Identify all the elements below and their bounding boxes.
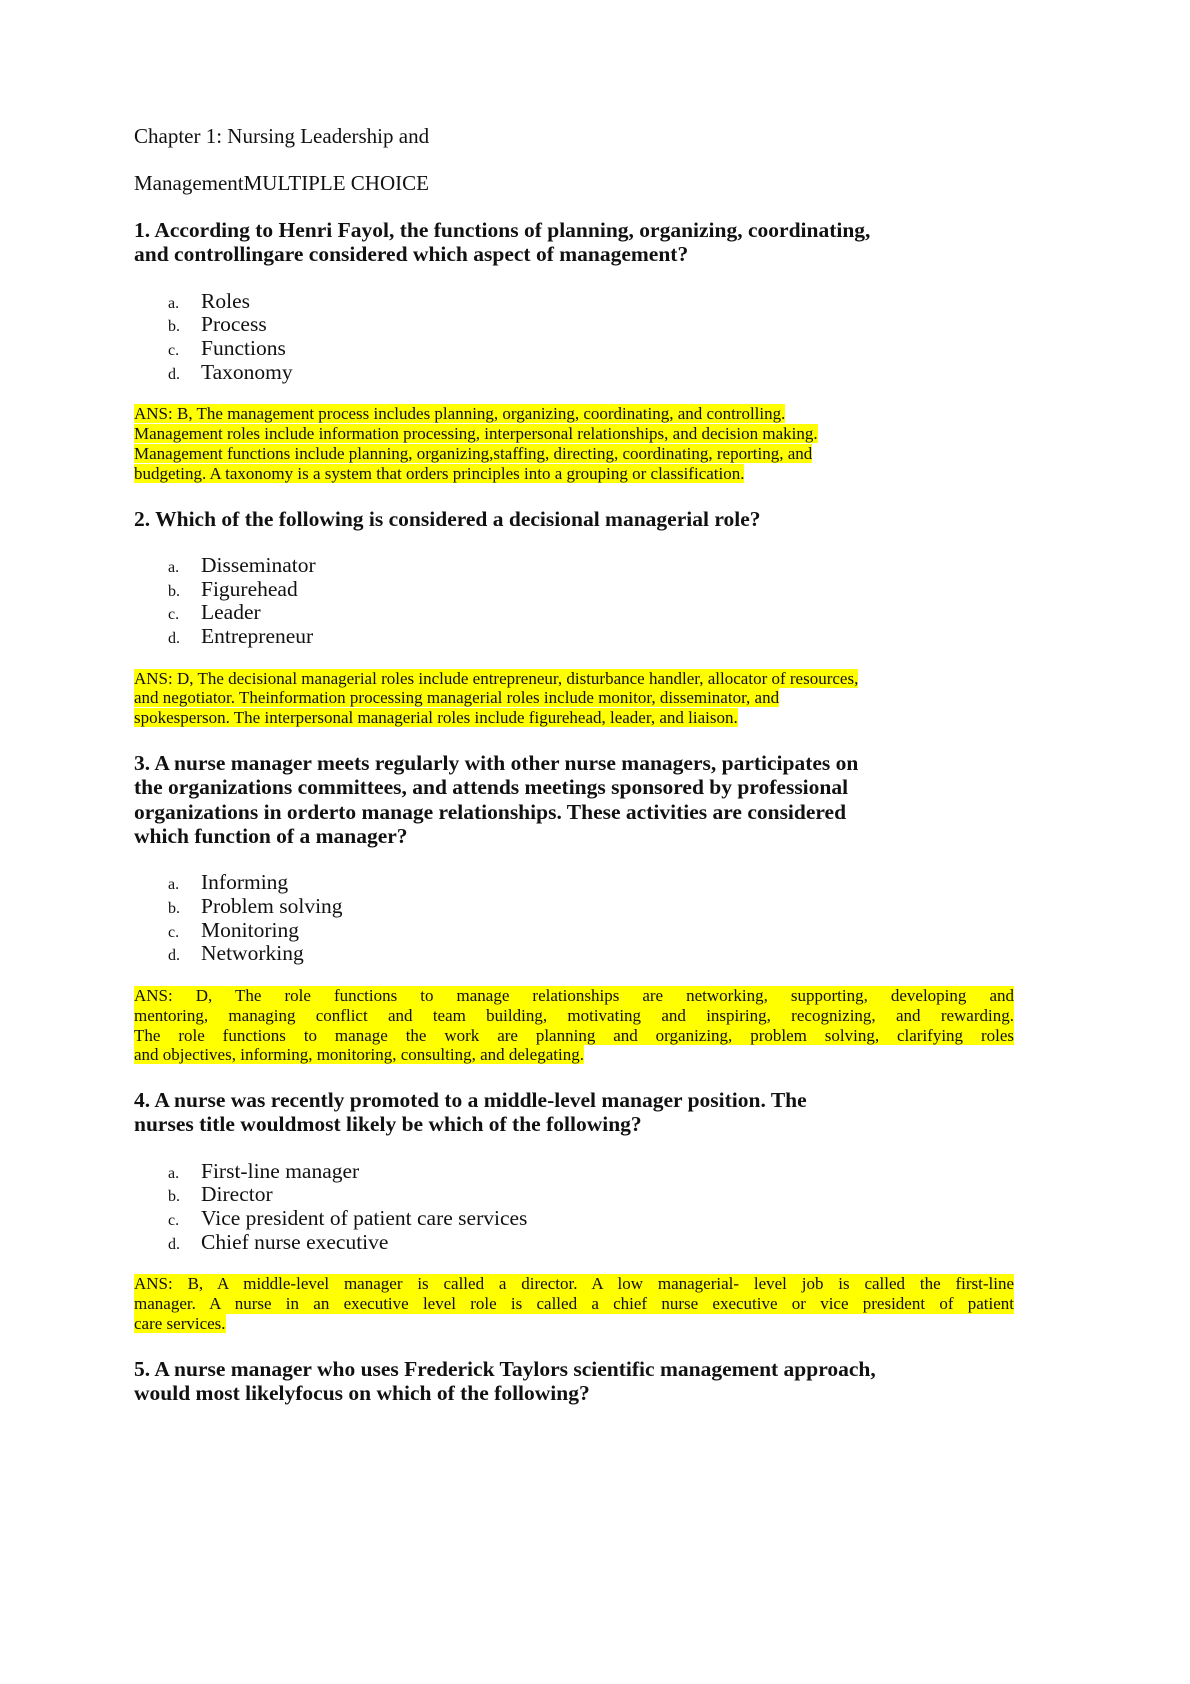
option-letter: a. xyxy=(168,294,180,312)
answer-explanation xyxy=(134,986,1014,1065)
option-list xyxy=(134,553,1014,648)
option-letter: a. xyxy=(168,558,180,576)
highlighted-text: and objectives, informing, monitoring, consulting, and delegating. xyxy=(134,1045,584,1065)
option-letter: b. xyxy=(168,582,180,600)
option-text: Leader xyxy=(201,600,261,625)
highlighted-text: ANS: B, The management process includes planning, organizing, coordinating, and controlling. xyxy=(134,404,786,424)
answer-line xyxy=(134,986,1014,1006)
answer-line xyxy=(134,708,1014,728)
option-text: Informing xyxy=(201,870,289,895)
option-letter: c. xyxy=(168,606,180,624)
question-stem-line: the organizations committees, and attends meetings sponsored by professional xyxy=(134,775,849,800)
question-2 xyxy=(134,507,1014,728)
option-letter: b. xyxy=(168,899,180,917)
option-item xyxy=(134,336,1014,360)
option-letter: b. xyxy=(168,1188,180,1206)
option-text: Figurehead xyxy=(201,576,298,601)
option-item xyxy=(134,600,1014,624)
highlighted-text: spokesperson. The interpersonal managerial roles include figurehead, leader, and liaison. xyxy=(134,708,738,728)
option-text: Functions xyxy=(201,335,286,360)
option-item xyxy=(134,870,1014,894)
option-letter: d. xyxy=(168,365,180,383)
answer-line xyxy=(134,688,1014,708)
option-item xyxy=(134,553,1014,577)
question-stem-line: 5. A nurse manager who uses Frederick Taylors scientific management approach, xyxy=(134,1356,876,1381)
option-text: Entrepreneur xyxy=(201,623,314,648)
option-item xyxy=(134,918,1014,942)
option-letter: d. xyxy=(168,1235,180,1253)
option-text: Networking xyxy=(201,941,304,966)
answer-line xyxy=(134,424,1014,444)
option-letter: c. xyxy=(168,923,180,941)
question-stem-line: and controllingare considered which aspect of management? xyxy=(134,242,689,267)
section-title: ManagementMULTIPLE CHOICE xyxy=(134,171,429,195)
option-item xyxy=(134,894,1014,918)
question-4 xyxy=(134,1088,1014,1334)
question-stem-line: nurses title wouldmost likely be which of the following? xyxy=(134,1112,642,1137)
question-list xyxy=(134,218,1014,1405)
highlighted-text: ANS: D, The decisional managerial roles include entrepreneur, disturbance handler, allocator of resources, xyxy=(134,668,859,688)
question-3 xyxy=(134,751,1014,1065)
document-page xyxy=(134,124,1014,1405)
option-item xyxy=(134,1206,1014,1230)
option-text: Taxonomy xyxy=(201,359,293,384)
answer-line xyxy=(134,1314,1014,1334)
highlighted-text: care services. xyxy=(134,1314,226,1334)
answer-line xyxy=(134,1274,1014,1294)
option-item xyxy=(134,941,1014,965)
question-stem-line: organizations in orderto manage relationships. These activities are considered xyxy=(134,799,847,824)
answer-line xyxy=(134,669,1014,689)
question-stem-line: would most likelyfocus on which of the following? xyxy=(134,1381,590,1406)
question-stem-line: 3. A nurse manager meets regularly with other nurse managers, participates on xyxy=(134,750,859,775)
answer-line xyxy=(134,444,1014,464)
option-letter: c. xyxy=(168,1212,180,1230)
option-item xyxy=(134,289,1014,313)
answer-line xyxy=(134,1294,1014,1314)
option-text: Problem solving xyxy=(201,893,343,918)
option-text: Process xyxy=(201,312,267,337)
option-list xyxy=(134,1159,1014,1254)
option-list xyxy=(134,870,1014,965)
answer-explanation xyxy=(134,1274,1014,1333)
question-stem-line: which function of a manager? xyxy=(134,823,408,848)
highlighted-text: budgeting. A taxonomy is a system that orders principles into a grouping or classification. xyxy=(134,463,745,483)
question-stem-line: 1. According to Henri Fayol, the functions of planning, organizing, coordinating, xyxy=(134,218,871,242)
option-item xyxy=(134,577,1014,601)
highlighted-text: Management functions include planning, organizing,staffing, directing, coordinating, reporting, and xyxy=(134,443,813,463)
option-text: Director xyxy=(201,1182,273,1207)
question-stem-line: 2. Which of the following is considered a decisional managerial role? xyxy=(134,506,761,531)
answer-explanation xyxy=(134,404,1014,483)
option-item xyxy=(134,1182,1014,1206)
option-text: Vice president of patient care services xyxy=(201,1206,528,1231)
option-text: First-line manager xyxy=(201,1158,360,1183)
highlighted-text: The role functions to manage the work are planning and organizing, problem solving, clarifying roles xyxy=(134,1025,1014,1045)
answer-explanation xyxy=(134,669,1014,728)
option-letter: a. xyxy=(168,876,180,894)
option-text: Disseminator xyxy=(201,552,316,577)
highlighted-text: and negotiator. Theinformation processing managerial roles include monitor, disseminator, and xyxy=(134,688,780,708)
answer-line xyxy=(134,1045,1014,1065)
question-5 xyxy=(134,1357,1014,1406)
option-letter: d. xyxy=(168,947,180,965)
question-1 xyxy=(134,218,1014,484)
answer-line xyxy=(134,1026,1014,1046)
highlighted-text: manager. A nurse in an executive level role is called a chief nurse executive or vice president of patient xyxy=(134,1294,1014,1314)
option-text: Monitoring xyxy=(201,917,299,942)
highlighted-text: ANS: D, The role functions to manage relationships are networking, supporting, developing and xyxy=(134,985,1014,1005)
option-item xyxy=(134,312,1014,336)
option-letter: d. xyxy=(168,629,180,647)
option-letter: a. xyxy=(168,1164,180,1182)
option-item xyxy=(134,1159,1014,1183)
option-item xyxy=(134,360,1014,384)
chapter-title: Chapter 1: Nursing Leadership and xyxy=(134,124,430,148)
option-item xyxy=(134,1230,1014,1254)
option-text: Chief nurse executive xyxy=(201,1229,389,1254)
answer-line xyxy=(134,404,1014,424)
highlighted-text: Management roles include information processing, interpersonal relationships, and decision making. xyxy=(134,424,818,444)
highlighted-text: ANS: B, A middle-level manager is called a director. A low managerial- level job is called the first-line xyxy=(134,1274,1014,1294)
option-list xyxy=(134,289,1014,384)
answer-line xyxy=(134,1006,1014,1026)
answer-line xyxy=(134,464,1014,484)
highlighted-text: mentoring, managing conflict and team building, motivating and inspiring, recognizing, and rewarding. xyxy=(134,1005,1014,1025)
option-letter: b. xyxy=(168,318,180,336)
option-letter: c. xyxy=(168,341,180,359)
option-item xyxy=(134,624,1014,648)
question-stem-line: 4. A nurse was recently promoted to a middle-level manager position. The xyxy=(134,1088,807,1113)
option-text: Roles xyxy=(201,288,250,313)
